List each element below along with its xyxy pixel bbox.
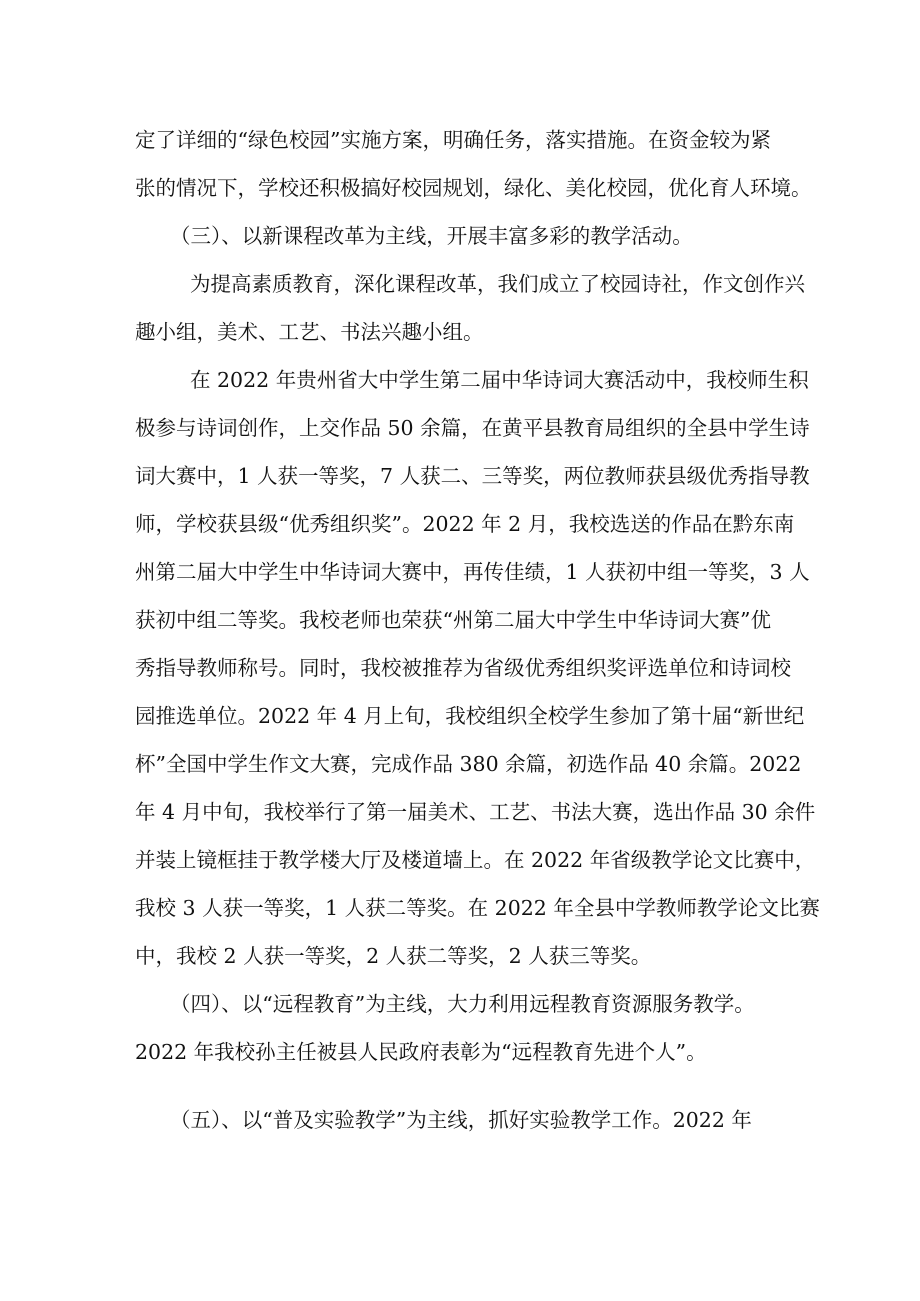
- text-line: 定了详细的“绿色校园”实施方案，明确任务，落实措施。在资金较为紧: [135, 128, 771, 152]
- text-line: 我校 3 人获一等奖，1 人获二等奖。在 2022 年全县中学教师教学论文比赛: [135, 896, 820, 920]
- text-line: 师，学校获县级“优秀组织奖”。2022 年 2 月，我校选送的作品在黔东南: [135, 512, 795, 536]
- section-heading-3: （三）、以新课程改革为主线，开展丰富多彩的教学活动。: [170, 224, 693, 248]
- text-line: 在 2022 年贵州省大中学生第二届中华诗词大赛活动中，我校师生积: [190, 368, 809, 392]
- section-heading-4: （四）、以“远程教育”为主线，大力利用远程教育资源服务教学。: [170, 992, 755, 1016]
- text-line: 园推选单位。2022 年 4 月上旬，我校组织全校学生参加了第十届“新世纪: [135, 704, 805, 728]
- text-line: 秀指导教师称号。同时，我校被推荐为省级优秀组织奖评选单位和诗词校: [135, 656, 791, 680]
- text-line: 极参与诗词创作，上交作品 50 余篇，在黄平县教育局组织的全县中学生诗: [135, 416, 810, 440]
- text-line: 年 4 月中旬，我校举行了第一届美术、工艺、书法大赛，选出作品 30 余件: [135, 800, 816, 824]
- text-line: 2022 年我校孙主任被县人民政府表彰为“远程教育先进个人”。: [135, 1040, 707, 1064]
- section-heading-5: （五）、以“普及实验教学”为主线，抓好实验教学工作。2022 年: [170, 1108, 752, 1132]
- text-line: 州第二届大中学生中华诗词大赛中，再传佳绩，1 人获初中组一等奖，3 人: [135, 560, 810, 584]
- text-line: 词大赛中，1 人获一等奖，7 人获二、三等奖，两位教师获县级优秀指导教: [135, 464, 810, 488]
- text-line: 杯”全国中学生作文大赛，完成作品 380 余篇，初选作品 40 余篇。2022: [135, 752, 802, 776]
- text-line: 趣小组，美术、工艺、书法兴趣小组。: [135, 320, 484, 344]
- text-line: 并装上镜框挂于教学楼大厅及楼道墙上。在 2022 年省级教学论文比赛中，: [135, 848, 816, 872]
- text-line: 张的情况下，学校还积极搞好校园规划，绿化、美化校园，优化育人环境。: [135, 176, 812, 200]
- text-line: 获初中组二等奖。我校老师也荣获“州第二届大中学生中华诗词大赛”优: [135, 608, 771, 632]
- text-line: 中，我校 2 人获一等奖，2 人获二等奖，2 人获三等奖。: [135, 944, 652, 968]
- text-line: 为提高素质教育，深化课程改革，我们成立了校园诗社，作文创作兴: [190, 272, 805, 296]
